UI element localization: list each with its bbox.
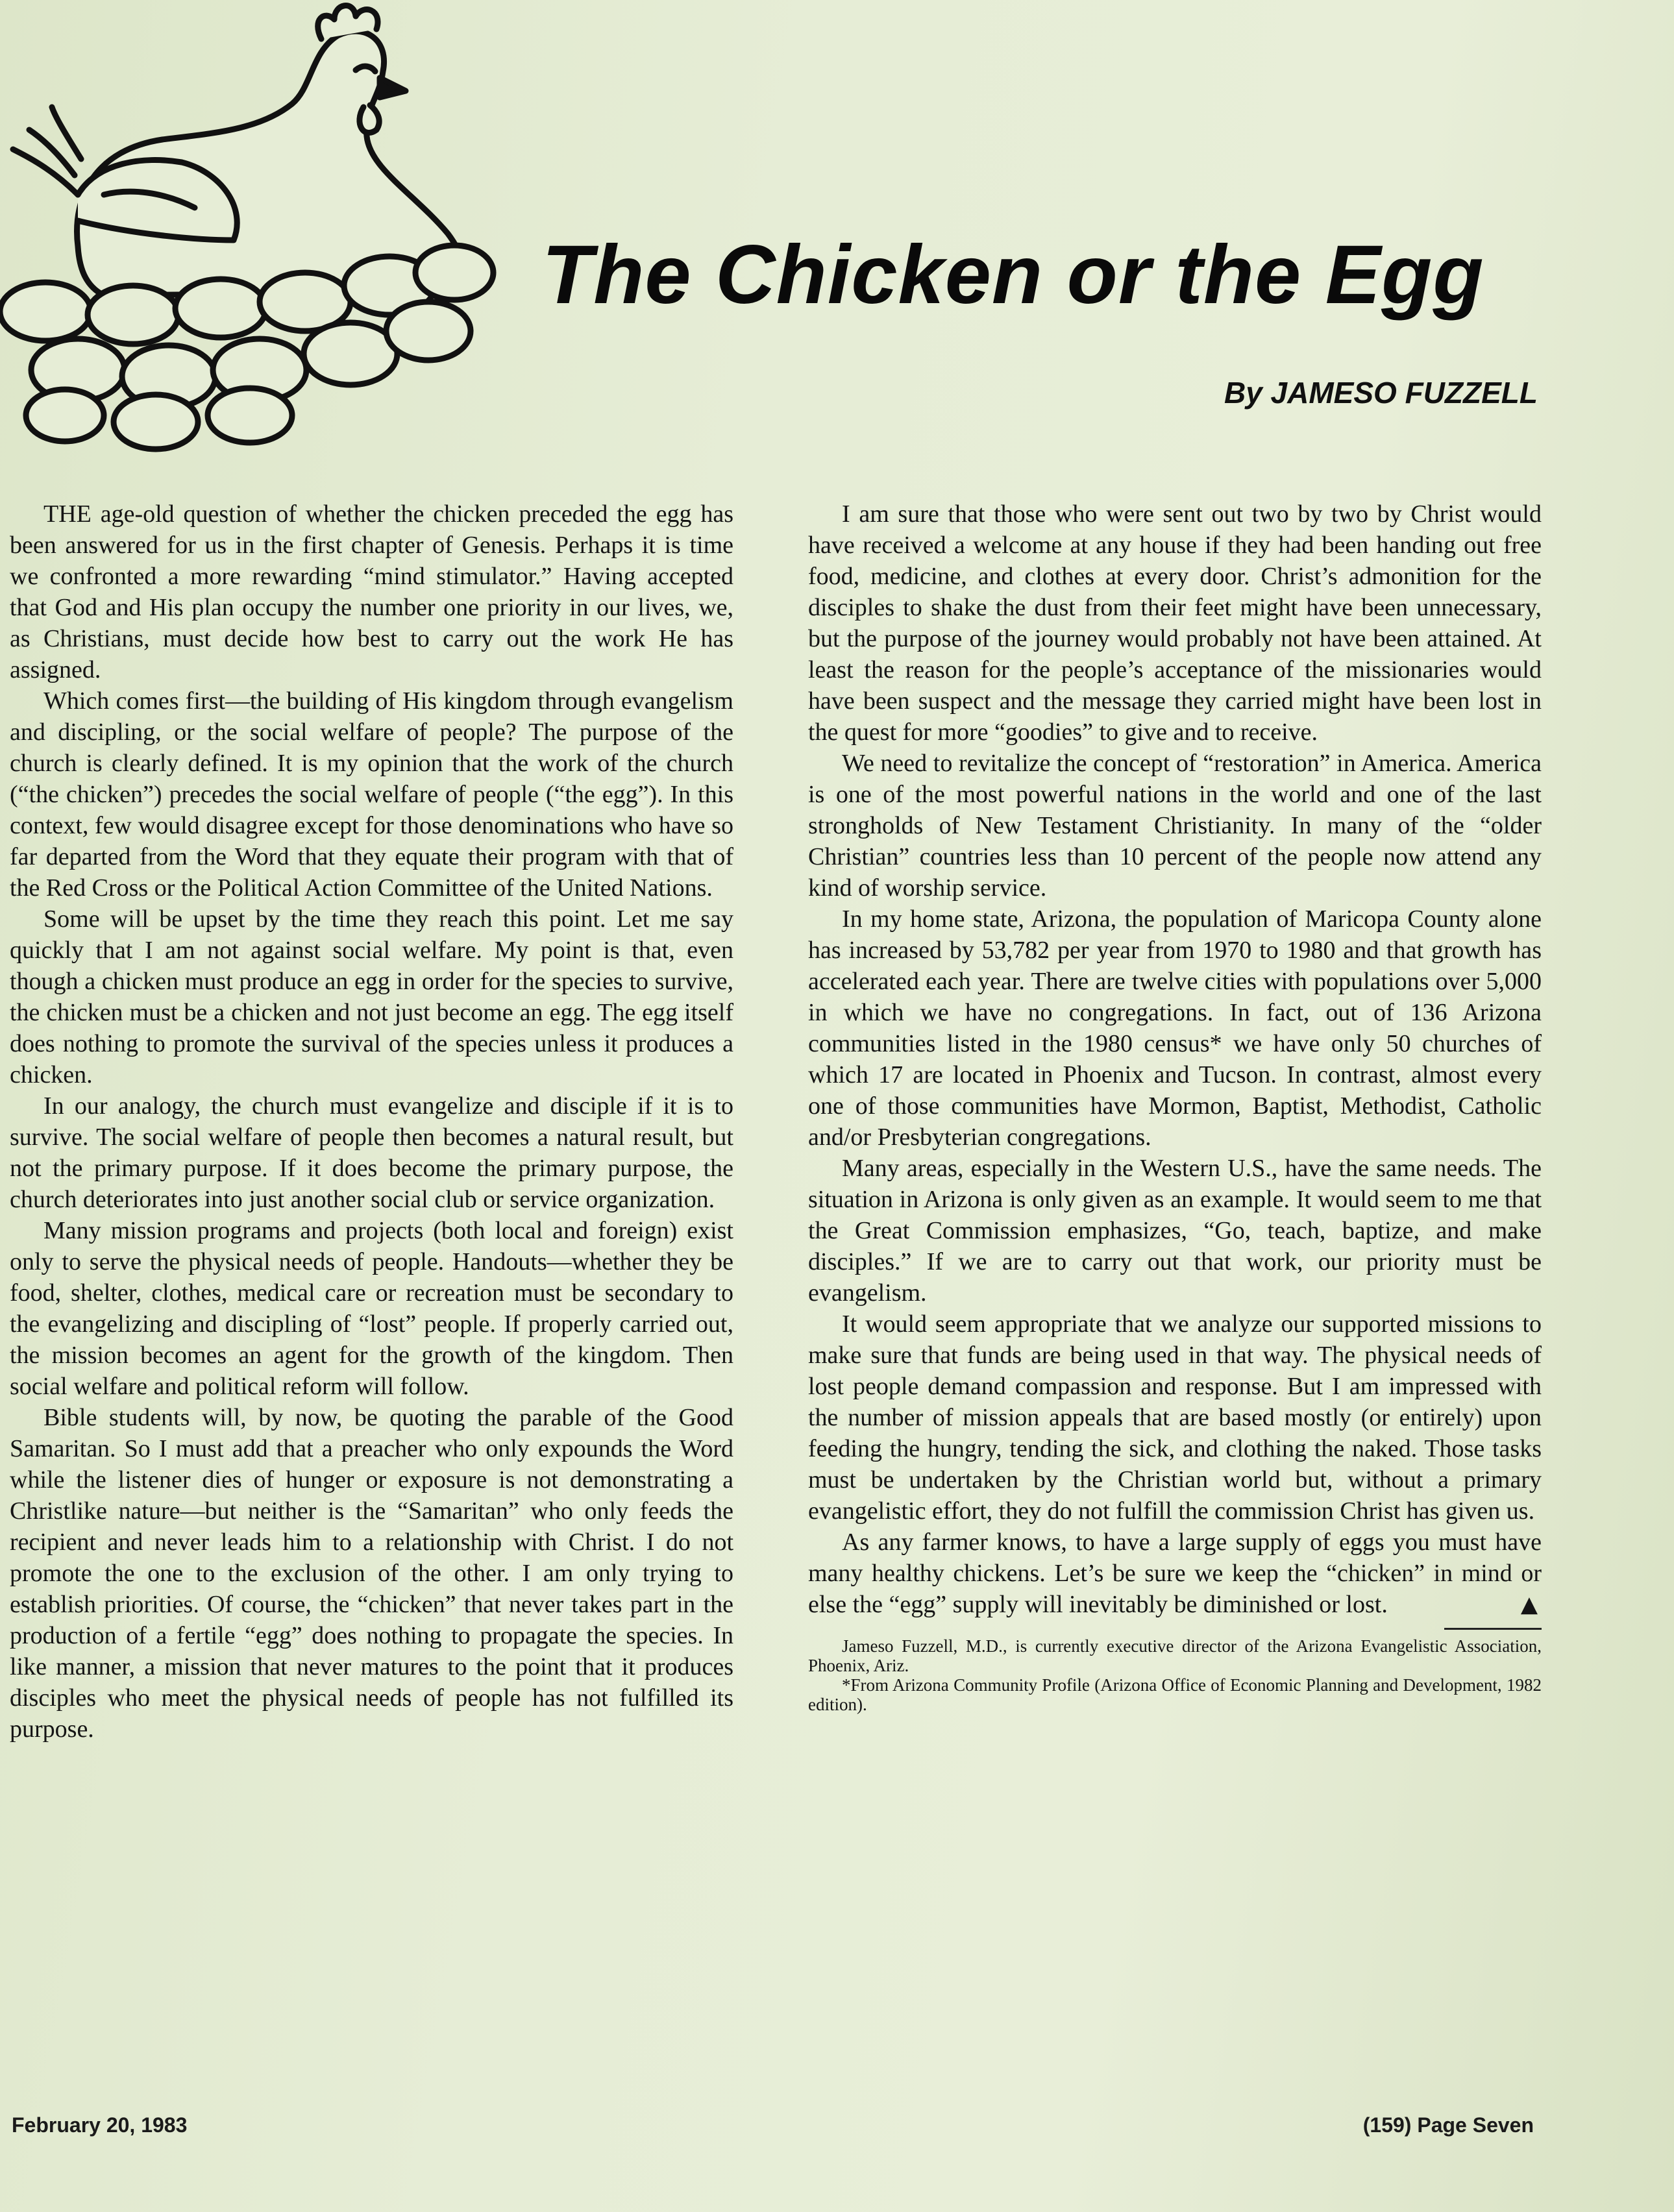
paragraph: In our analogy, the church must evangelize and disciple if it is to survive. The social welfare of people then becomes a natural result, but not the primary purpose. If it does become the primary purpose, the church deteriorates into just another social club or service organization. [10,1092,733,1213]
hen-on-eggs-illustration [0,0,519,467]
paragraph: I am sure that those who were sent out two by two by Christ would have received a welcome at any house if they had been handing out free food, medicine, and clothes at every door. Christ’s admonition for the disciples to shake the dust from their feet might have been unnecessary, but the purpose of the journey would probably not have been attained. At least the reason for the people’s acceptance of the missionaries would have been suspect and the message they carried might have been lost in the quest for more “goodies” to give and to receive. [808,500,1542,746]
end-of-article-triangle-icon: ▲ [1520,1591,1538,1617]
byline: By JAMESO FUZZELL [1224,376,1538,410]
footer-date: February 20, 1983 [12,2113,188,2137]
paragraph: THE age-old question of whether the chicken preceded the egg has been answered for us in the first chapter of Genesis. Perhaps it is time we confronted a more rewarding “mind stimulator.” Having accepted that God and His plan occupy the number one priority in our lives, we, as Christians, must decide how best to carry out the work He has assigned. [10,500,733,683]
footnote-divider [1444,1628,1542,1630]
paragraph-final [808,1527,1542,1620]
footer-page-number: (159) Page Seven [1362,2113,1534,2137]
source-note: *From Arizona Community Profile (Arizona Office of Economic Planning and Development, 1982 edition). [808,1675,1542,1714]
footnotes [808,1636,1542,1714]
left-column [10,498,733,1745]
paragraph: Many mission programs and projects (both local and foreign) exist only to serve the physical needs of people. Handouts—whether they be food, shelter, clothes, medical care or recreation must be secondary to the evangelizing and discipling of “lost” people. If properly carried out, the mission becomes an agent for the growth of the kingdom. Then social welfare and political reform will follow. [10,1217,733,1400]
paragraph: Which comes first—the building of His kingdom through evangelism and discipling, or the social welfare of people? The purpose of the church is clearly defined. It is my opinion that the work of the church (“the chicken”) precedes the social welfare of people (“the egg”). In this context, few would disagree except for those denominations who have so far departed from the Word that they equate their program with that of the Red Cross or the Political Action Committee of the United Nations. [10,687,733,902]
paragraph: In my home state, Arizona, the population of Maricopa County alone has increased by 53,782 per year from 1970 to 1980 and that growth has accelerated each year. There are twelve cities with populations over 5,000 in which we have no congregations. In fact, out of 136 Arizona communities listed in the 1980 census* we have only 50 churches of which 17 are located in Phoenix and Tucson. In contrast, almost every one of those communities have Mormon, Baptist, Methodist, Catholic and/or Presbyterian congregations. [808,905,1542,1151]
right-column [808,498,1542,1714]
paragraph: Many areas, especially in the Western U.S., have the same needs. The situation in Arizona is only given as an example. It would seem to me that the Great Commission emphasizes, “Go, teach, baptize, and make disciples.” If we are to carry out that work, our priority must be evangelism. [808,1155,1542,1307]
paragraph: It would seem appropriate that we analyze our supported missions to make sure that funds are being used in that way. The physical needs of lost people demand compassion and response. But I am impressed with the number of mission appeals that are based mostly (or entirely) upon feeding the hungry, tending the sick, and clothing the naked. Those tasks must be undertaken by the Christian world but, without a primary evangelistic effort, they do not fulfill the commission Christ has given us. [808,1310,1542,1525]
author-note: Jameso Fuzzell, M.D., is currently executive director of the Arizona Evangelistic Association, Phoenix, Ariz. [808,1636,1542,1675]
final-paragraph-text: As any farmer knows, to have a large supply of eggs you must have many healthy chickens. Let’s be sure we keep the “chicken” in mind or else the “egg” supply will inevitably be diminished or lost. [808,1529,1542,1618]
article-title: The Chicken or the Egg [542,228,1484,321]
paragraph: We need to revitalize the concept of “restoration” in America. America is one of the most powerful nations in the world and one of the last strongholds of New Testament Christianity. In many of the “older Christian” countries less than 10 percent of the people now attend any kind of worship service. [808,750,1542,902]
paragraph: Some will be upset by the time they reach this point. Let me say quickly that I am not against social welfare. My point is that, even though a chicken must produce an egg in order for the species to survive, the chicken must be a chicken and not just become an egg. The egg itself does nothing to promote the survival of the species unless it produces a chicken. [10,905,733,1088]
paragraph: Bible students will, by now, be quoting the parable of the Good Samaritan. So I must add that a preacher who only expounds the Word while the listener dies of hunger or exposure is not demonstrating a Christlike nature—but neither is the “Samaritan” who only feeds the recipient and never leads him to a relationship with Christ. I do not promote the one to the exclusion of the other. I am only trying to establish priorities. Of course, the “chicken” that never takes part in the production of a fertile “egg” does nothing to propagate the species. In like manner, a mission that never matures to the point that it produces disciples who meet the physical needs of people has not fulfilled its purpose. [10,1404,733,1743]
